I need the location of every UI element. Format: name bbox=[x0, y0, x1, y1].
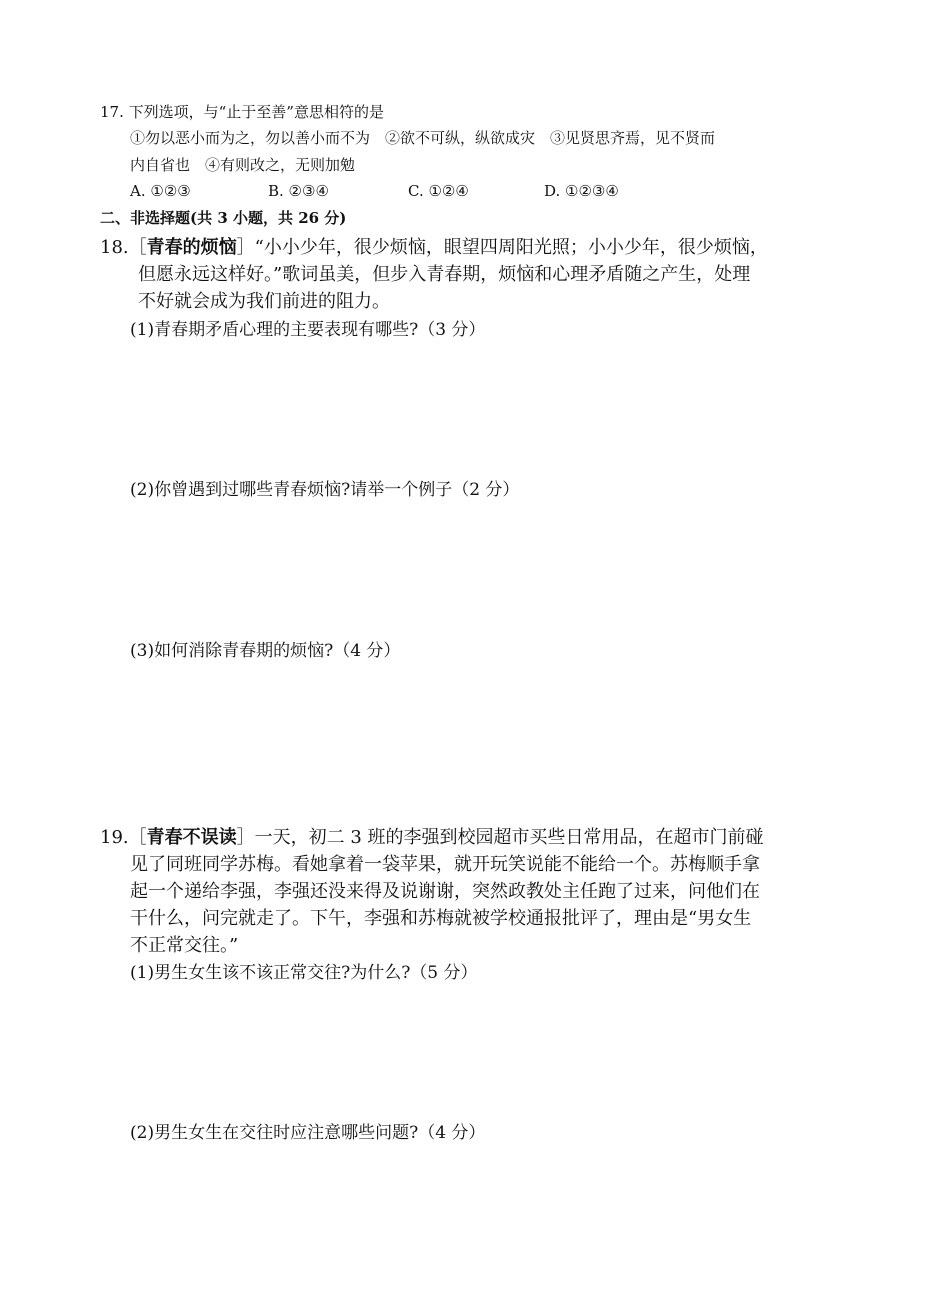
q19-line5: 不正常交往。” bbox=[130, 935, 239, 956]
q18-sub3: (3)如何消除青春期的烦恼?（4 分） bbox=[130, 641, 401, 661]
q19-line3: 起一个递给李强，李强还没来得及说谢谢，突然政教处主任跑了过来，问他们在 bbox=[130, 881, 760, 902]
choice-b[interactable]: B. ②③④ bbox=[268, 182, 329, 200]
section-heading: 二、非选择题(共 3 小题，共 26 分) bbox=[100, 209, 347, 227]
q17-stem: 17. 下列选项，与“止于至善”意思相符的是 bbox=[100, 103, 384, 121]
choice-c[interactable]: C. ①②④ bbox=[408, 182, 469, 200]
q19-number: 19. bbox=[100, 827, 129, 848]
q17-choices bbox=[130, 182, 619, 200]
q17-options-line1: ①勿以恶小而为之，勿以善小而不为 ②欲不可纵，纵欲成灾 ③见贤思齐焉，见不贤而 bbox=[130, 129, 716, 147]
q19-line2: 见了同班同学苏梅。看她拿着一袋苹果，就开玩笑说能不能给一个。苏梅顺手拿 bbox=[130, 854, 760, 875]
q19-line1: 19.［青春不误读］一天，初二 3 班的李强到校园超市买些日常用品，在超市门前碰 bbox=[100, 827, 764, 848]
q19-line4: 干什么，问完就走了。下午，李强和苏梅就被学校通报批评了，理由是“男女生 bbox=[130, 908, 752, 929]
q18-line1: 18.［青春的烦恼］“小小少年，很少烦恼，眼望四周阳光照；小小少年，很少烦恼， bbox=[100, 237, 768, 258]
q18-line3: 不好就会成为我们前进的阻力。 bbox=[138, 291, 390, 312]
q17-options-line2: 内自省也 ④有则改之，无则加勉 bbox=[130, 156, 356, 174]
choice-d[interactable]: D. ①②③④ bbox=[544, 182, 619, 200]
q18-line2: 但愿永远这样好。”歌词虽美，但步入青春期，烦恼和心理矛盾随之产生，处理 bbox=[138, 264, 751, 285]
q18-tag: 青春的烦恼 bbox=[146, 237, 237, 258]
q18-number: 18. bbox=[100, 237, 129, 258]
q19-sub2: (2)男生女生在交往时应注意哪些问题?（4 分） bbox=[130, 1123, 486, 1143]
q19-tag: 青春不误读 bbox=[146, 827, 237, 848]
choice-a[interactable]: A. ①②③ bbox=[130, 182, 191, 200]
q18-sub1: (1)青春期矛盾心理的主要表现有哪些?（3 分） bbox=[130, 320, 486, 340]
q19-sub1: (1)男生女生该不该正常交往?为什么?（5 分） bbox=[130, 963, 478, 983]
q18-sub2: (2)你曾遇到过哪些青春烦恼?请举一个例子（2 分） bbox=[130, 480, 520, 500]
